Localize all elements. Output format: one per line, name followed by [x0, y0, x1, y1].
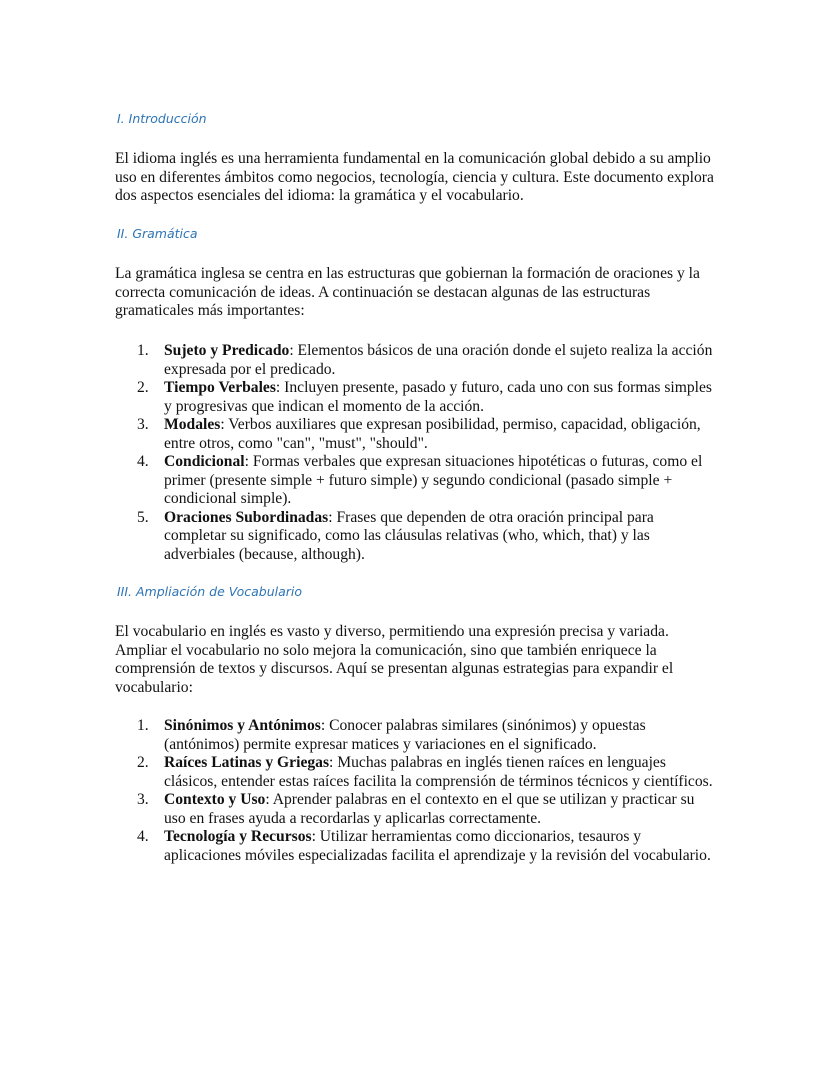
list-item-number: 3.	[137, 416, 149, 433]
list-item-number: 1.	[137, 342, 149, 359]
list-item-term: Contexto y Uso	[164, 791, 266, 808]
section-heading-vocabulary: III. Ampliación de Vocabulario	[117, 584, 303, 599]
grammar-paragraph: La gramática inglesa se centra en las estructuras que gobiernan la formación de oraciones y la correcta comunicación de ideas. A continuación se destacan algunas de las estructuras gramaticales más importantes:	[115, 265, 700, 319]
section-heading-introduction: I. Introducción	[117, 111, 207, 126]
list-item-number: 1.	[137, 717, 149, 734]
list-item-text: : Incluyen presente, pasado y futuro, cada uno con sus formas simples y progresivas que indican el momento de la acción.	[164, 379, 712, 415]
list-item-text: : Conocer palabras similares (sinónimos) y opuestas (antónimos) permite expresar matices y variaciones en el significado.	[164, 717, 646, 753]
vocabulary-paragraph: El vocabulario en inglés es vasto y diverso, permitiendo una expresión precisa y variada. Ampliar el vocabulario no solo mejora la comunicación, sino que también enriquece la comprensión de textos y discursos. Aquí se presentan algunas estrategias para expandir el vocabulario:	[115, 623, 674, 696]
list-item-term: Modales	[164, 416, 221, 433]
list-item-text: : Formas verbales que expresan situaciones hipotéticas o futuras, como el primer (presente simple + futuro simple) y segundo condicional (pasado simple + condicional simple).	[164, 453, 703, 507]
list-item	[115, 791, 715, 828]
list-item-number: 3.	[137, 791, 149, 808]
list-item-text: : Aprender palabras en el contexto en el que se utilizan y practicar su uso en frases ayuda a recordarlas y aplicarlas correctamente.	[164, 791, 695, 827]
list-item-term: Oraciones Subordinadas	[164, 508, 329, 526]
list-item	[115, 379, 715, 416]
list-item-text: : Utilizar herramientas como diccionarios, tesauros y aplicaciones móviles especializadas facilita el aprendizaje y la revisión del vocabulario.	[164, 828, 711, 864]
list-item-number: 5.	[137, 508, 149, 526]
grammar-list	[115, 342, 715, 564]
list-item	[115, 509, 715, 565]
list-item-term: Raíces Latinas y Griegas	[164, 754, 330, 771]
list-item-text: : Muchas palabras en inglés tienen raíces en lenguajes clásicos, entender estas raíces facilita la comprensión de términos técnicos y científicos.	[164, 754, 713, 790]
list-item	[115, 342, 715, 379]
introduction-paragraph: El idioma inglés es una herramienta fundamental en la comunicación global debido a su amplio uso en diferentes ámbitos como negocios, tecnología, ciencia y cultura. Este documento explora dos aspectos esenciales del idioma: la gramática y el vocabulario.	[115, 150, 714, 204]
list-item-number: 2.	[137, 754, 149, 771]
list-item	[115, 453, 715, 509]
list-item-number: 4.	[137, 453, 149, 470]
list-item	[115, 754, 715, 791]
list-item	[115, 416, 715, 453]
list-item-term: Sujeto y Predicado	[164, 342, 290, 359]
list-item-number: 4.	[137, 828, 149, 845]
list-item	[115, 828, 715, 865]
vocabulary-list	[115, 717, 715, 865]
list-item-text: : Frases que dependen de otra oración principal para completar su significado, como las cláusulas relativas (who, which, that) y las adverbiales (because, although).	[164, 508, 654, 563]
list-item-term: Condicional	[164, 453, 245, 470]
list-item-term: Tiempo Verbales	[164, 379, 276, 396]
list-item	[115, 717, 715, 754]
list-item-text: : Verbos auxiliares que expresan posibilidad, permiso, capacidad, obligación, entre otros, como "can", "must", "should".	[164, 416, 701, 452]
list-item-term: Sinónimos y Antónimos	[164, 717, 321, 734]
list-item-number: 2.	[137, 379, 149, 396]
list-item-text: : Elementos básicos de una oración donde el sujeto realiza la acción expresada por el predicado.	[164, 342, 713, 378]
list-item-term: Tecnología y Recursos	[164, 828, 312, 845]
section-heading-grammar: II. Gramática	[117, 226, 198, 241]
